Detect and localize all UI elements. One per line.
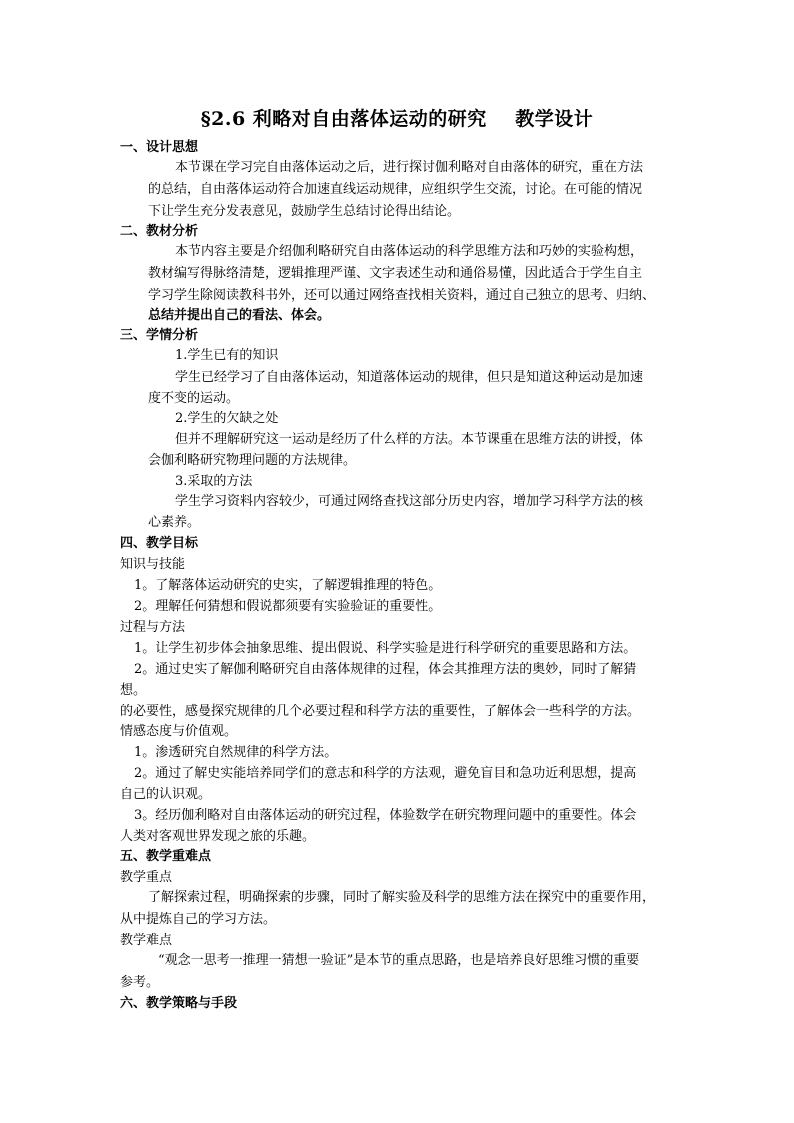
subheading: 3.采取的方法 <box>175 474 253 489</box>
subheading: 2.学生的欠缺之处 <box>175 411 279 426</box>
paragraph-line: 学生学习资料内容较少，可通过网络查找这部分历史内容，增加学习科学方法的核 <box>175 494 644 509</box>
subheading: 情感态度与价值观。 <box>120 724 238 739</box>
list-item: 2。通过史实了解伽利略研究自由落体规律的过程，体会其推理方法的奥妙，同时了解猜 <box>134 662 637 677</box>
section-heading-textbook-analysis: 二、教材分析 <box>120 224 199 239</box>
paragraph-line: 但并不理解研究这一运动是经历了什么样的方法。本节课重在思维方法的讲授，体 <box>175 432 644 447</box>
paragraph-line: 心素养。 <box>148 515 201 530</box>
section-heading-student-analysis: 三、学情分析 <box>120 328 199 343</box>
list-item-continuation: 想。 <box>120 683 147 698</box>
paragraph-line: 本节内容主要是介绍伽利略研究自由落体运动的科学思维方法和巧妙的实验构想， <box>175 244 644 259</box>
list-item: 2。通过了解史实能培养同学们的意志和科学的方法观，避免盲目和急功近利思想，提高 <box>134 766 637 781</box>
list-item: 2。理解任何猜想和假说都须要有实验验证的重要性。 <box>134 599 442 614</box>
paragraph-line: 下让学生充分发表意见，鼓励学生总结讨论得出结论。 <box>148 204 461 219</box>
list-item-continuation: 自己的认识观。 <box>120 787 212 802</box>
subheading: 知识与技能 <box>120 557 186 572</box>
subheading: 1.学生已有的知识 <box>175 348 279 363</box>
paragraph-line: 从中提炼自己的学习方法。 <box>120 912 277 927</box>
paragraph-line: “观念一思考一推理一猜想一验证”是本节的重点思路，也是培养良好思维习惯的重要 <box>158 953 640 968</box>
section-heading-key-points: 五、教学重难点 <box>120 849 212 864</box>
list-item-continuation: 人类对客观世界发现之旅的乐趣。 <box>120 829 316 844</box>
paragraph-line: 总结并提出自己的看法、体会。 <box>148 308 331 323</box>
section-heading-strategies: 六、教学策略与手段 <box>120 996 238 1011</box>
subheading: 教学难点 <box>120 933 173 948</box>
paragraph-line: 学生已经学习了自由落体运动，知道落体运动的规律，但只是知道这种运动是加速 <box>175 370 644 385</box>
list-item: 1。让学生初步体会抽象思维、提出假说、科学实验是进行科学研究的重要思路和方法。 <box>134 641 637 656</box>
subheading: 教学重点 <box>120 870 173 885</box>
list-item: 3。经历伽利略对自由落体运动的研究过程，体验数学在研究物理问题中的重要性。体会 <box>134 808 637 823</box>
list-item: 1。渗透研究自然规律的科学方法。 <box>134 745 338 760</box>
paragraph-line: 度不变的运动。 <box>148 391 240 406</box>
list-item: 1。了解落体运动研究的史实，了解逻辑推理的特色。 <box>134 578 442 593</box>
paragraph-line: 会伽利略研究物理问题的方法规律。 <box>148 453 357 468</box>
section-heading-design-idea: 一、设计思想 <box>120 140 199 155</box>
paragraph-line: 了解探索过程，明确探索的步骤，同时了解实验及科学的思维方法在探究中的重要作用， <box>148 890 656 905</box>
paragraph-line: 学习学生除阅读教科书外，还可以通过网络查找相关资料，通过自己独立的思考、归纳、 <box>148 288 656 303</box>
section-heading-teaching-goals: 四、教学目标 <box>120 536 199 551</box>
paragraph-line: 的总结，自由落体运动符合加速直线运动规律，应组织学生交流，讨论。在可能的情况 <box>148 182 643 197</box>
paragraph-line: 教材编写得脉络清楚，逻辑推理严谨、文字表述生动和通俗易懂，因此适合于学生自主 <box>148 266 643 281</box>
list-item-continuation: 的必要性，感曼探究规律的几个必要过程和科学方法的重要性，了解体会一些科学的方法。 <box>120 704 641 719</box>
paragraph-line: 参考。 <box>120 975 160 990</box>
paragraph-line: 本节课在学习完自由落体运动之后，进行探讨伽利略对自由落体的研究，重在方法 <box>175 160 644 175</box>
document-title: §2.6 利略对自由落体运动的研究 教学设计 <box>200 108 594 130</box>
subheading: 过程与方法 <box>120 620 186 635</box>
